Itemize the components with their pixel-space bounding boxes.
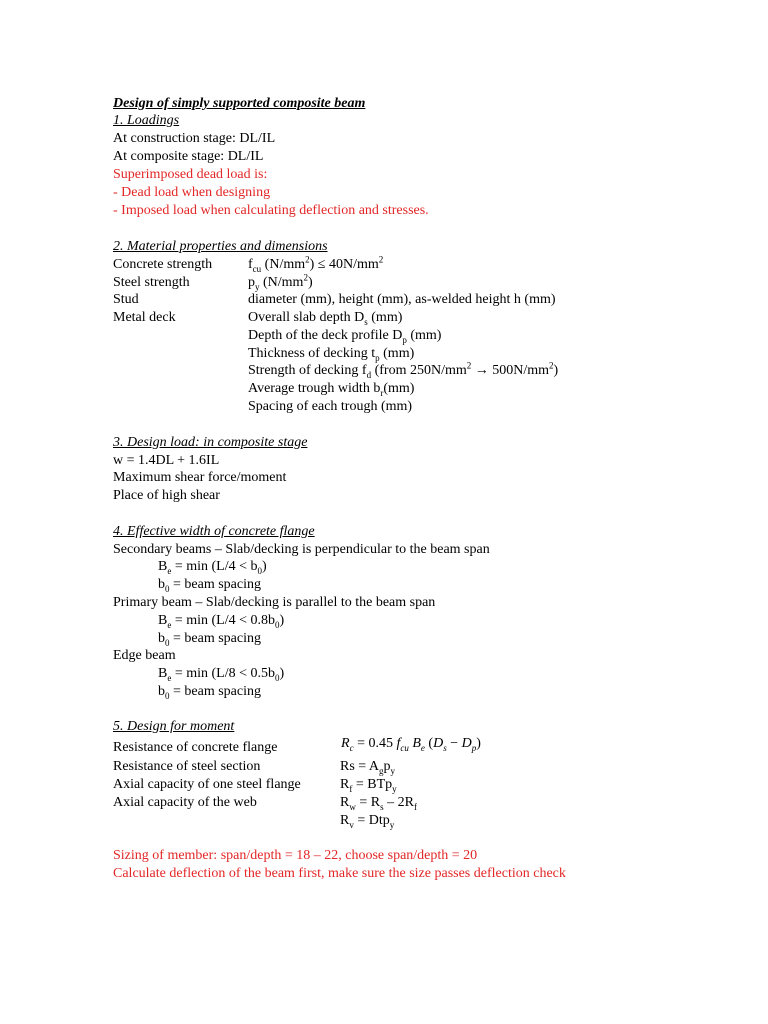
web-label: Axial capacity of the web — [113, 795, 257, 810]
slab-depth-value: Overall slab depth $D_s$ (mm) — [248, 310, 403, 327]
steel-strength-value: $p_y$ $(N/mm^2)$ — [248, 272, 313, 292]
primary-b0-text: $b_0$ = beam spacing — [158, 631, 261, 648]
trough-spacing: Spacing of each trough (mm) — [248, 399, 413, 414]
secondary-b0-text: $b_0$ = beam spacing — [158, 577, 261, 594]
concrete-flange-equation: $R_c = 0.45$ $f_{cu}$ $B_e$ $(D_s - D_p)$ — [341, 736, 481, 753]
steel-section-equation: $Rs = A_gp_y$ — [340, 759, 396, 776]
dead-load-note: - Dead load when designing — [113, 185, 271, 200]
sizing-note: Sizing of member: span/depth = 18 – 22, choose span/depth = 20 — [113, 848, 478, 863]
design-load-equation: w = 1.4DL + 1.6IL — [113, 453, 220, 468]
steel-section-label: Resistance of steel section — [113, 759, 261, 774]
web-equation-1: $R_w = R_s - 2R_f$ — [340, 795, 417, 812]
concrete-strength-value: $f_{cu}$ $(N/mm^2) \le 40N/mm^2$ — [248, 254, 384, 274]
edge-b0-text: $b_0$ = beam spacing — [158, 684, 261, 701]
concrete-strength-label: Concrete strength — [113, 257, 213, 272]
stud-value: diameter (mm), height (mm), as-welded height h (mm) — [248, 292, 556, 307]
primary-beam-text: Primary beam – Slab/decking is parallel to the beam span — [113, 595, 436, 610]
edge-be-formula: $B_e = \min (L/8 < 0.5b_0)$ — [158, 666, 285, 683]
high-shear-text: Place of high shear — [113, 488, 220, 503]
section-4-heading: 4. Effective width of concrete flange — [113, 524, 315, 539]
secondary-beams-text: Secondary beams – Slab/decking is perpendicular to the beam span — [113, 542, 490, 557]
steel-strength-label: Steel strength — [113, 275, 190, 290]
right-arrow-icon: → — [474, 363, 489, 378]
construction-stage-text: At construction stage: DL/IL — [113, 131, 276, 146]
one-flange-label: Axial capacity of one steel flange — [113, 777, 301, 792]
metal-deck-label: Metal deck — [113, 310, 176, 325]
decking-thickness: Thickness of decking $t_p$ (mm) — [248, 346, 415, 363]
one-flange-equation: $R_f = BTp_y$ — [340, 777, 397, 794]
superimposed-note: Superimposed dead load is: — [113, 167, 268, 182]
composite-stage-text: At composite stage: DL/IL — [113, 149, 264, 164]
section-1-heading: 1. Loadings — [113, 113, 180, 128]
deck-profile-depth: Depth of the deck profile $D_p$ (mm) — [248, 328, 442, 345]
primary-be-formula: $B_e = \min (L/4 < 0.8b_0)$ — [158, 613, 285, 630]
stud-label: Stud — [113, 292, 139, 307]
decking-strength: Strength of decking $f_d$ (from $250N/mm^2 \to 500N/mm^2$) — [248, 360, 559, 380]
secondary-be-formula: $B_e = \min (L/4 < b_0)$ — [158, 559, 267, 576]
trough-width: Average trough width $b_r(mm)$ — [248, 381, 415, 398]
max-shear-text: Maximum shear force/moment — [113, 470, 287, 485]
web-equation-2: $R_v = Dtp_y$ — [340, 813, 395, 830]
section-2-heading: 2. Material properties and dimensions — [113, 239, 328, 254]
document-title: Design of simply supported composite beam — [113, 96, 366, 111]
deflection-note: Calculate deflection of the beam first, make sure the size passes deflection check — [113, 866, 566, 881]
concrete-flange-label: Resistance of concrete flange — [113, 740, 278, 755]
imposed-load-note: - Imposed load when calculating deflection and stresses. — [113, 203, 429, 218]
edge-beam-text: Edge beam — [113, 648, 176, 663]
section-5-heading: 5. Design for moment — [113, 719, 235, 734]
section-3-heading: 3. Design load: in composite stage — [113, 435, 308, 450]
